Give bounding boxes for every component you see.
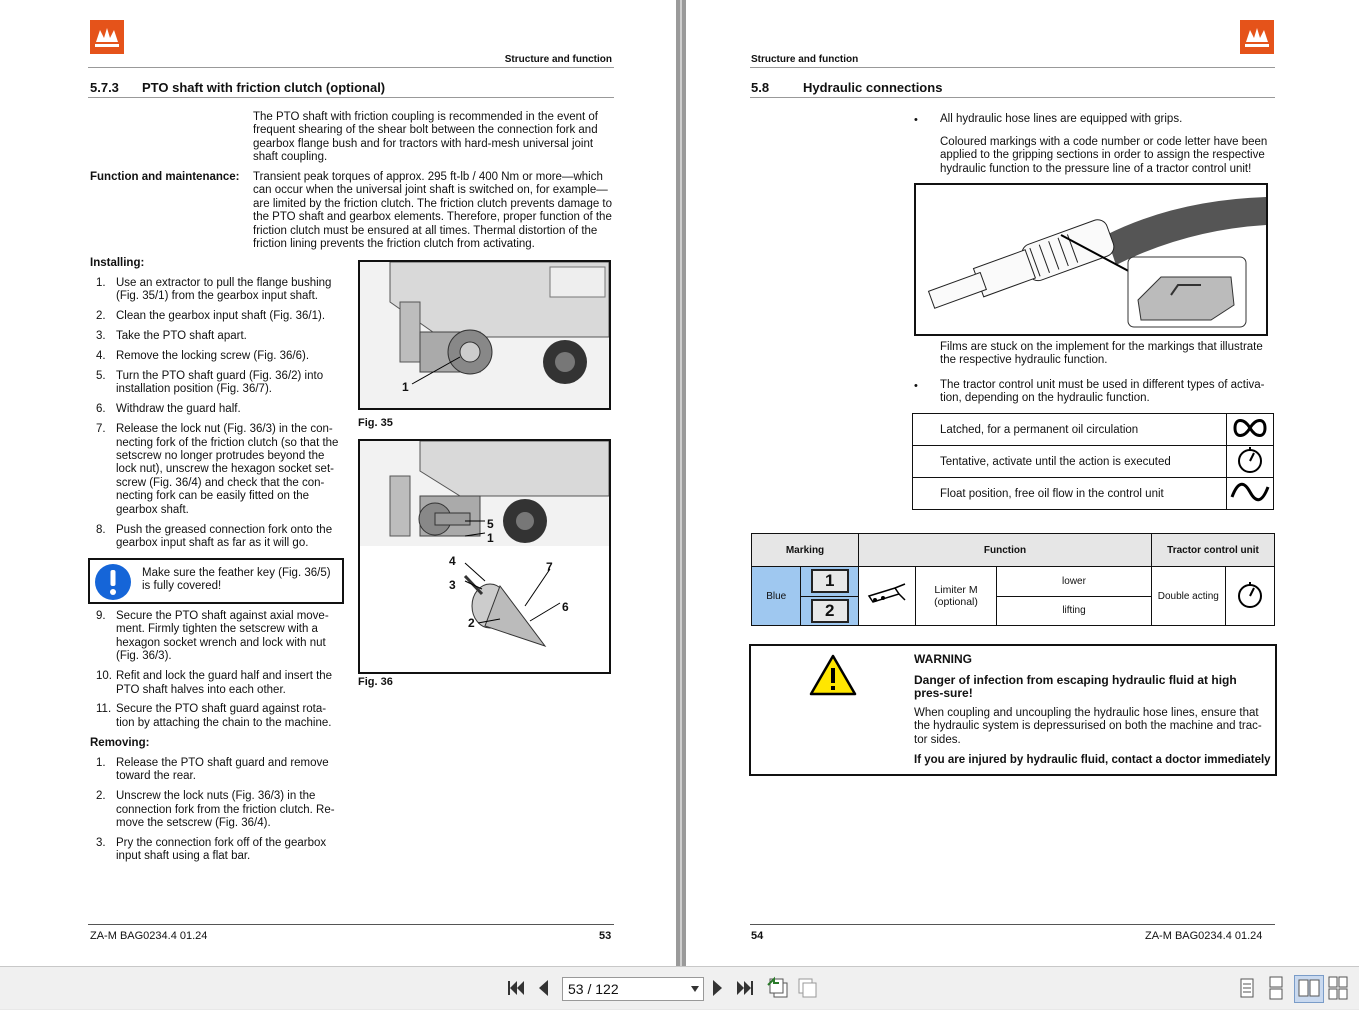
fig36-label-6: 6 [562,600,569,614]
fig36-label-5: 5 [487,517,494,531]
header-rule [750,67,1275,68]
footer-rule [750,924,1275,925]
section-heading [751,80,942,95]
fig36-label-7: 7 [546,560,553,574]
warning-title: WARNING [914,652,972,666]
footer-doc-id: ZA-M BAG0234.4 01.24 [90,930,208,942]
fig35-label: 1 [402,380,409,394]
warning-headline: Danger of infection from escaping hydraulic fluid at high pres-sure! [914,673,1237,701]
amazone-logo-icon [90,20,124,54]
function-lifting: lifting [997,596,1152,626]
single-page-icon [1238,975,1256,1001]
section-heading [90,80,385,95]
footer-rule [88,924,614,925]
list-item: 11. Secure the PTO shaft guard against rota-tion by attaching the chain to the machine. [96,703,332,729]
table-row [752,567,1275,597]
bullet-dot: • [914,114,918,126]
hose-grip-illustration [916,185,1266,334]
installing-steps [90,277,340,557]
page-number-select[interactable] [562,977,704,1001]
list-item: 5. Turn the PTO shaft guard (Fig. 36/2) into installation position (Fig. 36/7). [96,370,324,396]
hose-grip-figure [914,183,1268,336]
bullet-text-1: All hydraulic hose lines are equipped with grips. [940,113,1183,125]
list-item: 10. Refit and lock the guard half and insert the PTO shaft halves into each other. [96,670,333,696]
films-text: Films are stuck on the implement for the markings that illustrate the respective hydraulic function. [940,341,1263,367]
warning-triangle-icon [809,654,857,696]
previous-page-icon [536,975,550,1001]
previous-page-button[interactable] [534,975,552,1001]
back-view-icon [766,975,790,1001]
list-item: 4. Remove the locking screw (Fig. 36/6). [96,350,310,363]
intro-paragraph: The PTO shaft with friction coupling is recommended in the event of frequent shearing of the shear bolt between the connection fork and gearbox flange bush and for tractors with hard-mesh universal joint shaft coupling. [253,111,598,164]
stopwatch-icon [1227,446,1274,478]
section-rule [88,97,614,98]
viewer-toolbar [0,966,1359,1009]
last-page-icon [735,975,755,1001]
warning-footer: If you are injured by hydraulic fluid, contact a doctor immediately [914,754,1271,766]
next-page-button[interactable] [709,975,727,1001]
header-control: Tractor control unit [1152,534,1275,567]
table-header-row [752,534,1275,567]
installing-heading: Installing: [90,257,145,269]
info-exclamation-icon [94,563,132,601]
warning-body: When coupling and uncoupling the hydraulic hose lines, ensure that the hydraulic system is depressurised on both the machine and trac-tor sides. [914,707,1262,746]
right-page [686,0,1359,966]
list-item: 2. Clean the gearbox input shaft (Fig. 36/1). [96,310,326,323]
function-label: Function and maintenance: [90,171,240,183]
note-text: Make sure the feather key (Fig. 36/5) is fully covered! [142,567,331,593]
list-item: 8. Push the greased connection fork onto the gearbox input shaft as far as it will go. [96,523,333,549]
function-option: (optional) [934,596,978,608]
first-page-icon [506,975,526,1001]
infinity-icon [1227,414,1274,446]
two-page-continuous-icon [1327,975,1349,1001]
marking-table [751,533,1275,626]
bullet-text-2: The tractor control unit must be used in different types of activa-tion, depending on the hydraulic function. [940,379,1265,405]
bullet-dot: • [914,380,918,392]
list-item: 9. Secure the PTO shaft against axial move-ment. Firmly tighten the setscrew with a hexagon socket wrench and lock with nut (Fig. 36/3). [96,610,329,663]
header-function: Function [859,534,1152,567]
header-marking: Marking [752,534,859,567]
control-mode-table [912,413,1274,510]
list-item: 3. Take the PTO shaft apart. [96,330,247,343]
fig35-caption: Fig. 35 [358,417,393,429]
control-mode-text: Float position, free oil flow in the control unit [913,478,1227,510]
two-page-continuous-button[interactable] [1326,975,1350,1001]
control-type: Double acting [1152,567,1226,626]
footer-page-number: 53 [599,930,612,942]
table-row [913,446,1274,478]
code-cell-2: 2 [801,596,859,626]
fig36-label-2: 2 [468,616,475,630]
list-item: 7. Release the lock nut (Fig. 36/3) in the con-necting fork of the friction clutch (so that the setscrew no longer protrudes beyond the lock nut), unscrew the hexagon socket set-screw (Fig. 36/4) and check that the con-necting fork can be easily fitted on the gearbox shaft. [96,423,339,516]
single-page-view-button[interactable] [1236,975,1258,1001]
control-mode-text: Tentative, activate until the action is executed [913,446,1227,478]
running-header: Structure and function [751,54,859,65]
last-page-button[interactable] [734,975,756,1001]
code-cell-1: 1 [801,567,859,597]
continuous-page-icon [1266,975,1286,1001]
fig36-caption: Fig. 36 [358,676,393,688]
header-rule [88,67,614,68]
forward-view-icon [796,975,820,1001]
fig35-illustration [360,262,609,408]
list-item: 1. Use an extractor to pull the flange bushing (Fig. 35/1) from the gearbox input shaft. [96,277,332,303]
section-rule [750,97,1275,98]
first-page-button[interactable] [505,975,527,1001]
section-number: 5.7.3 [90,80,119,95]
warning-box [749,644,1277,776]
footer-page-number: 54 [751,930,764,942]
amazone-logo-icon [1240,20,1274,54]
section-number: 5.8 [751,80,770,95]
wave-icon [1227,478,1274,510]
removing-steps [90,757,340,870]
bullet-text-1-cont: Coloured markings with a code number or code letter have been applied to the gripping sections in order to assign the respective hydraulic function to the pressure line of a tractor control unit! [940,136,1268,175]
table-row [913,478,1274,510]
section-title: PTO shaft with friction clutch (optional) [142,80,386,95]
stopwatch-icon [1225,567,1274,626]
installing-steps-continued [90,610,340,737]
figure-36 [358,439,611,674]
list-item: 3. Pry the connection fork off of the gearbox input shaft using a flat bar. [96,837,327,863]
function-paragraph: Transient peak torques of approx. 295 ft-lb / 400 Nm or more—which can occur when the universal joint shaft is switched on, for example—are limited by the friction clutch. The friction clutch prevents damage to the PTO shaft and gearbox elements. Therefore, proper function of the friction clutch must be ensured at all times. Thermal distortion of the friction lining prevents the friction clutch from activating. [253,171,613,251]
left-page [0,0,676,966]
two-page-icon [1297,976,1321,1000]
running-header: Structure and function [504,54,612,65]
function-name: Limiter M [934,584,978,596]
fig36-illustration [360,441,609,672]
section-title: Hydraulic connections [803,80,943,95]
figure-35 [358,260,611,410]
list-item: 2. Unscrew the lock nuts (Fig. 36/3) in the connection fork from the friction clutch. Re-move the setscrew (Fig. 36/4). [96,790,335,830]
list-item: 1. Release the PTO shaft guard and remove toward the rear. [96,757,329,783]
two-page-view-button[interactable] [1294,975,1324,1003]
removing-heading: Removing: [90,737,150,749]
hydraulic-cylinder-icon [859,567,916,626]
chevron-down-icon [691,986,699,992]
go-forward-view-button[interactable] [795,975,821,1001]
continuous-view-button[interactable] [1264,975,1288,1001]
fig36-label-4: 4 [449,554,456,568]
fig36-label-1: 1 [487,531,494,545]
footer-doc-id: ZA-M BAG0234.4 01.24 [1145,930,1263,942]
function-lower: lower [997,567,1152,597]
list-item: 6. Withdraw the guard half. [96,403,241,416]
table-row [913,414,1274,446]
go-back-view-button[interactable] [765,975,791,1001]
function-name-cell [916,567,997,626]
color-cell: Blue [752,567,801,626]
next-page-icon [711,975,725,1001]
fig36-label-3: 3 [449,578,456,592]
control-mode-text: Latched, for a permanent oil circulation [913,414,1227,446]
note-box [88,558,344,604]
page-indicator: 53 / 122 [568,981,619,997]
page-gutter [676,0,686,966]
